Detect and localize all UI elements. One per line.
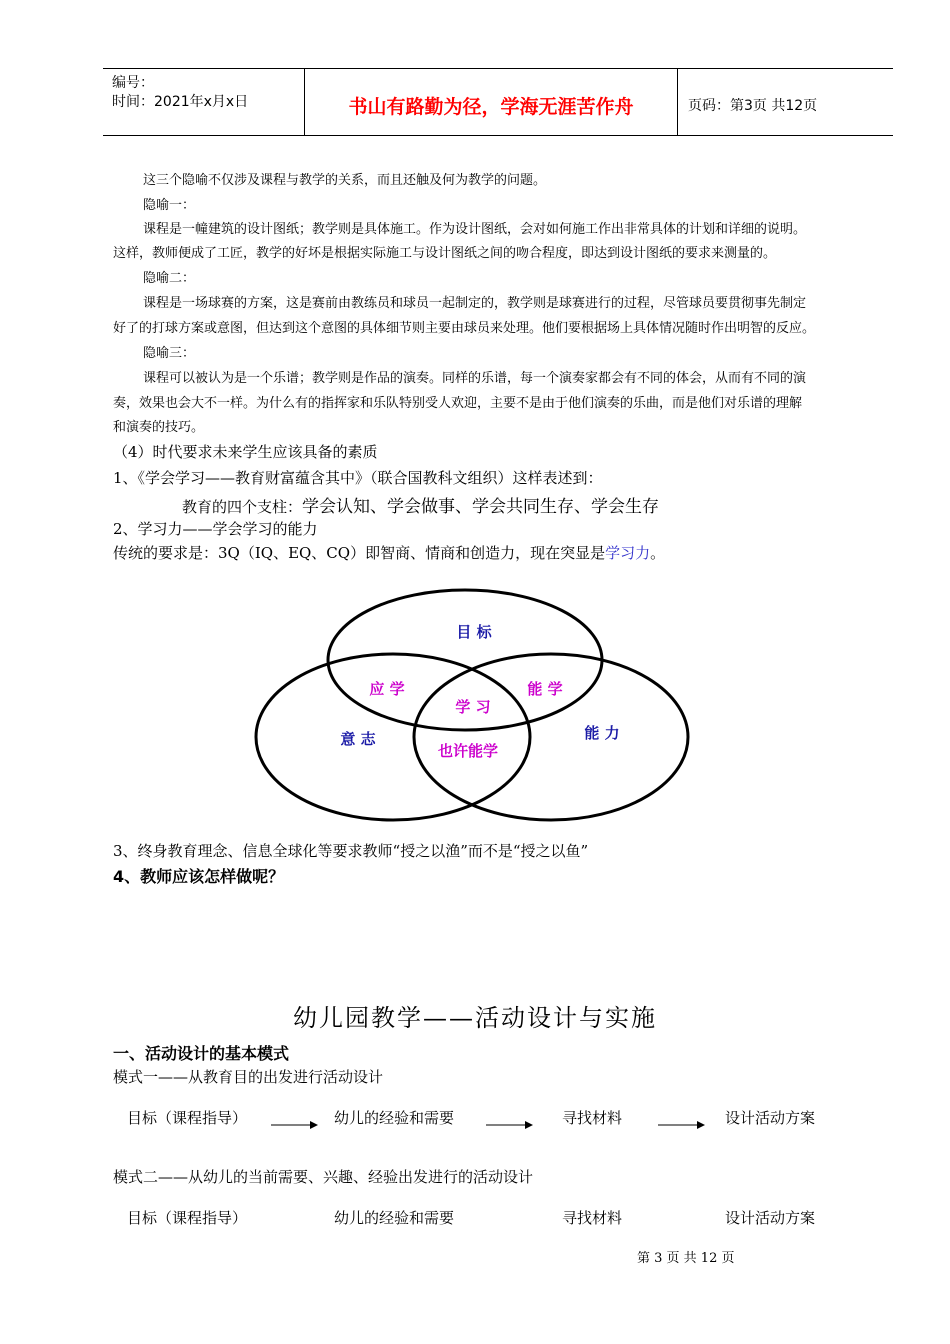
header-bottom-rule xyxy=(103,135,893,136)
flow-step: 寻找材料 xyxy=(562,1109,623,1127)
venn-label-goal: 目 标 xyxy=(456,623,492,641)
paragraph: 课程可以被认为是一个乐谱；教学则是作品的演奏。同样的乐谱，每一个演奏家都会有不同的体会，从而有不同的演 xyxy=(143,371,807,386)
paragraph: 这样，教师便成了工匠，教学的好坏是根据实际施工与设计图纸之间的吻合程度，即达到设计图纸的要求来测量的。 xyxy=(113,246,777,261)
arrow-icon xyxy=(270,1118,320,1132)
paragraph: 隐喻三： xyxy=(143,346,196,361)
item-1: 1、《学会学习——教育财富蕴含其中》（联合国教科文组织）这样表述到： xyxy=(113,469,603,487)
venn-label-maybe-can-learn: 也许能学 xyxy=(437,742,499,760)
chapter-title: 幼儿园教学——活动设计与实施 xyxy=(293,1004,657,1032)
venn-label-should-learn: 应 学 xyxy=(369,680,405,698)
section-1-heading: 一、活动设计的基本模式 xyxy=(113,1044,290,1063)
venn-label-will: 意 志 xyxy=(340,730,376,748)
venn-label-learn: 学 习 xyxy=(455,698,491,716)
flow-step: 设计活动方案 xyxy=(725,1209,816,1227)
pillars-line xyxy=(182,492,659,519)
pillars-prefix: 教育的四个支柱： xyxy=(182,498,303,516)
flow-step: 幼儿的经验和需要 xyxy=(334,1209,455,1227)
page-label: 页码：第3页 共12页 xyxy=(688,98,818,114)
section-heading: （4）时代要求未来学生应该具备的素质 xyxy=(113,443,378,461)
arrow-icon xyxy=(485,1118,535,1132)
learning-power-highlight: 学习力 xyxy=(605,544,651,562)
pillars-text: 学会认知、学会做事、学会共同生存、学会生存 xyxy=(302,497,660,517)
arrow-icon xyxy=(657,1118,707,1132)
date-label: 时间：2021年x月x日 xyxy=(112,94,249,110)
flow-step: 目标（课程指导） xyxy=(127,1209,248,1227)
header-top-rule xyxy=(103,68,893,69)
mode-1-heading: 模式一——从教育目的出发进行活动设计 xyxy=(113,1068,384,1086)
paragraph: 课程是一幢建筑的设计图纸；教学则是具体施工。作为设计图纸，会对如何施工作出非常具体的计划和详细的说明。 xyxy=(143,222,807,237)
venn-circle-will xyxy=(256,654,530,820)
venn-circle-ability xyxy=(414,654,688,820)
traditional-line xyxy=(113,541,665,565)
traditional-end: 。 xyxy=(650,544,666,562)
mode-2-heading: 模式二——从幼儿的当前需要、兴趣、经验出发进行的活动设计 xyxy=(113,1168,534,1186)
flow-step: 寻找材料 xyxy=(562,1209,623,1227)
flow-step: 设计活动方案 xyxy=(725,1109,816,1127)
item-3: 3、终身教育理念、信息全球化等要求教师“授之以渔”而不是“授之以鱼” xyxy=(113,842,589,860)
paragraph: 奏，效果也会大不一样。为什么有的指挥家和乐队特别受人欢迎，主要不是由于他们演奏的乐曲，而是他们对乐谱的理解 xyxy=(113,396,803,411)
traditional-text: 传统的要求是：3Q（IQ、EQ、CQ）即智商、情商和创造力，现在突显是 xyxy=(113,544,606,562)
paragraph: 隐喻二： xyxy=(143,271,196,286)
venn-label-can-learn: 能 学 xyxy=(527,680,563,698)
flow-step: 目标（课程指导） xyxy=(127,1109,248,1127)
header-motto: 书山有路勤为径，学海无涯苦作舟 xyxy=(348,96,634,118)
paragraph: 好了的打球方案或意图，但达到这个意图的具体细节则主要由球员来处理。他们要根据场上具体情况随时作出明智的反应。 xyxy=(113,321,816,336)
venn-label-ability: 能 力 xyxy=(584,724,620,742)
paragraph: 课程是一场球赛的方案，这是赛前由教练员和球员一起制定的，教学则是球赛进行的过程，尽管球员要贯彻事先制定 xyxy=(143,296,807,311)
number-label: 编号： xyxy=(112,75,154,91)
paragraph: 和演奏的技巧。 xyxy=(113,420,205,435)
item-4: 4、教师应该怎样做呢？ xyxy=(113,867,285,886)
paragraph: 隐喻一： xyxy=(143,198,196,213)
header-divider-right xyxy=(677,68,678,136)
venn-diagram xyxy=(250,580,700,830)
page-footer: 第 3 页 共 12 页 xyxy=(637,1251,735,1266)
item-2: 2、学习力——学会学习的能力 xyxy=(113,520,318,538)
paragraph: 这三个隐喻不仅涉及课程与教学的关系，而且还触及何为教学的问题。 xyxy=(143,173,547,188)
flow-step: 幼儿的经验和需要 xyxy=(334,1109,455,1127)
